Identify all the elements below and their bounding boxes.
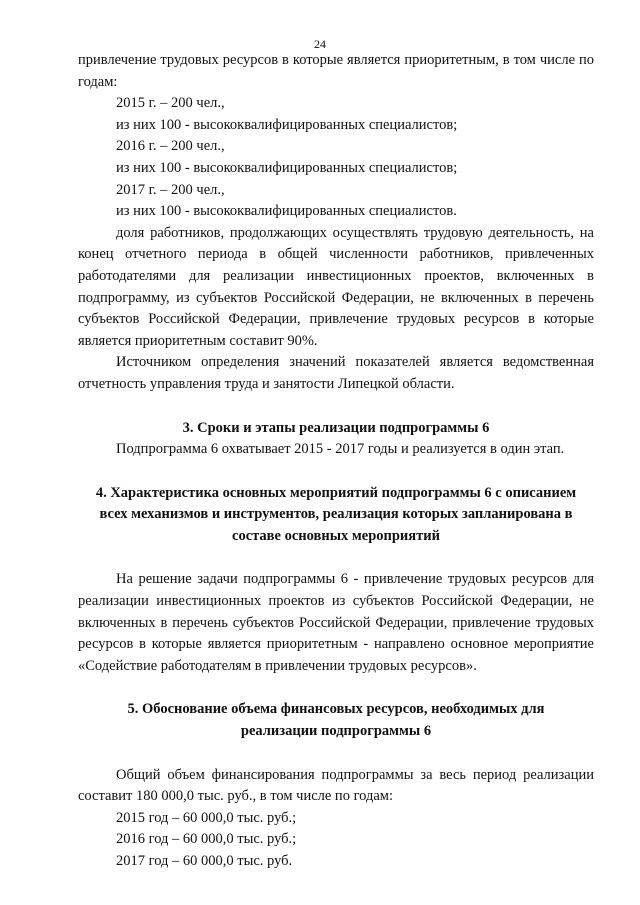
list-item: 2017 г. – 200 чел., (116, 181, 225, 198)
section4-heading-line: 4. Характеристика основных мероприятий подпрограммы 6 с описанием (95, 484, 577, 501)
funding-years-list (78, 808, 594, 873)
section3-text: Подпрограмма 6 охватывает 2015 - 2017 годы и реализуется в один этап. (116, 441, 565, 458)
paragraph-intro: привлечение трудовых ресурсов в которые является приоритетным, в том числе по годам: (78, 52, 594, 90)
list-item: из них 100 - высококвалифицированных специалистов. (116, 203, 457, 220)
list-item: из них 100 - высококвалифицированных специалистов; (116, 159, 458, 176)
paragraph-source: Источником определения значений показателей является ведомственная отчетность управления труда и занятости Липецкой области. (78, 354, 594, 392)
section4-heading-line: всех механизмов и инструментов, реализация которых запланирована в (99, 506, 573, 523)
section5-heading-line: реализации подпрограммы 6 (240, 723, 432, 740)
list-item: 2017 год – 60 000,0 тыс. руб. (116, 853, 293, 869)
section5-text: Общий объем финансирования подпрограммы за весь период реализации составит 180 000,0 тыс. руб., в том числе по годам: (78, 766, 594, 805)
section4-text: На решение задачи подпрограммы 6 - привлечение трудовых ресурсов для реализации инвестиционных проектов из субъектов Российской Федерации, не включенных в перечень субъектов Российской Федерации, привлечение трудовых ресурсов в которые является приоритетным - направлено основное мероприятие «Содействие работодателям в привлечении трудовых ресурсов». (78, 571, 594, 674)
section5-heading-line: 5. Обоснование объема финансовых ресурсов, необходимых для (127, 701, 545, 718)
section4-heading (78, 483, 594, 548)
section5-heading (78, 699, 594, 742)
page-number: 24 (314, 37, 326, 51)
list-item: 2016 год – 60 000,0 тыс. руб.; (116, 831, 297, 848)
paragraph-share: доля работников, продолжающих осуществлять трудовую деятельность, на конец отчетного периода в общей численности работников, привлеченных работодателями для реализации инвестиционных проектов, включенных в подпрограмму, из субъектов Российской Федерации, не включенных в перечень субъектов Российской Федерации, привлечение трудовых ресурсов в которые является приоритетным составит 90%. (78, 224, 594, 349)
list-item: 2016 г. – 200 чел., (116, 138, 225, 155)
list-item: из них 100 - высококвалифицированных специалистов; (116, 116, 458, 133)
section3-heading: 3. Сроки и этапы реализации подпрограммы 6 (182, 419, 490, 436)
years-list (78, 93, 594, 223)
list-item: 2015 г. – 200 чел., (116, 95, 225, 112)
section4-heading-line: составе основных мероприятий (232, 527, 440, 544)
page-content (78, 50, 594, 873)
list-item: 2015 год – 60 000,0 тыс. руб.; (116, 809, 297, 826)
